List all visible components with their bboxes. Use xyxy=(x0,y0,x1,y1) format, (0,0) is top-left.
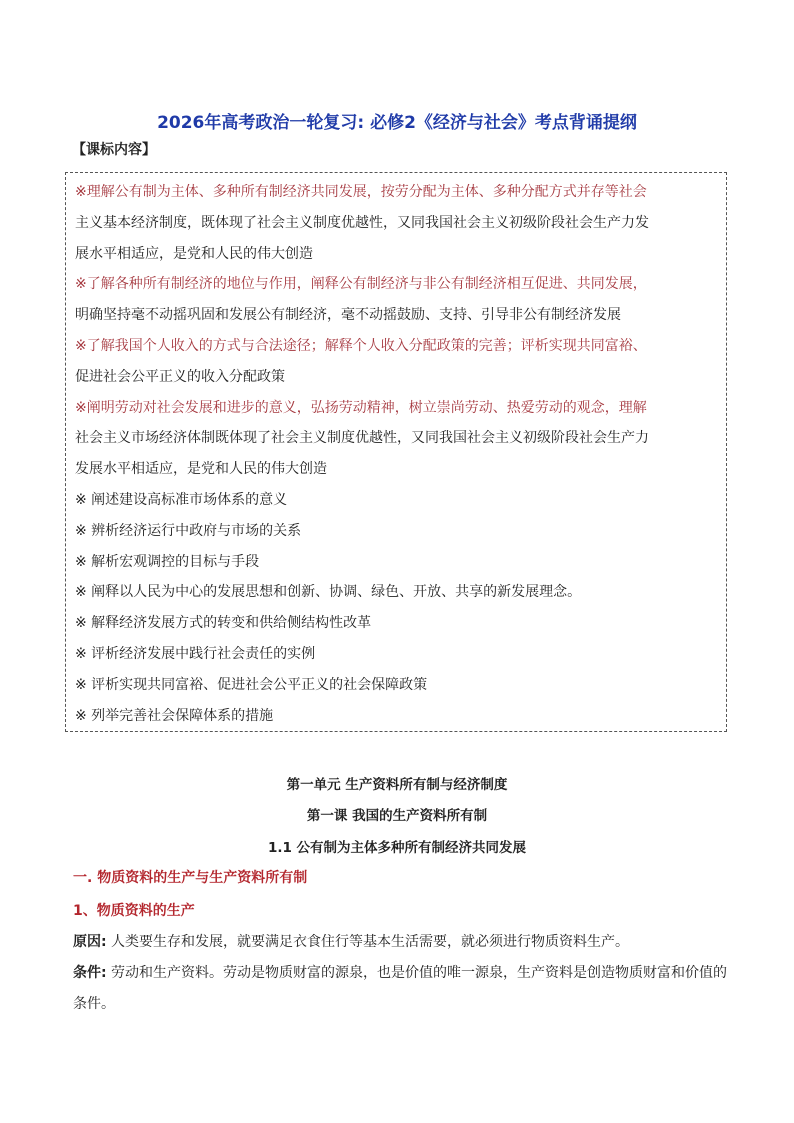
curriculum-line: ※ 阐释以人民为中心的发展思想和创新、协调、绿色、开放、共享的新发展理念。 xyxy=(75,584,582,601)
heading-level-2: 1、物质资料的生产 xyxy=(73,903,195,919)
curriculum-line: ※ 解析宏观调控的目标与手段 xyxy=(75,553,260,570)
curriculum-line: 促进社会公平正义的收入分配政策 xyxy=(75,368,285,385)
unit-title: 第一单元 生产资料所有制与经济制度 xyxy=(286,777,508,793)
reason-paragraph xyxy=(73,927,733,958)
lesson-title: 第一课 我国的生产资料所有制 xyxy=(306,808,488,824)
curriculum-line: ※了解各种所有制经济的地位与作用，阐释公有制经济与非公有制经济相互促进、共同发展， xyxy=(75,276,647,293)
curriculum-line: ※ 评析经济发展中践行社会责任的实例 xyxy=(75,645,316,662)
reason-text: 人类要生存和发展，就要满足衣食住行等基本生活需要，就必须进行物质资料生产。 xyxy=(106,934,630,950)
curriculum-line: 发展水平相适应，是党和人民的伟大创造 xyxy=(75,461,327,478)
curriculum-line: ※理解公有制为主体、多种所有制经济共同发展，按劳分配为主体、多种分配方式并存等社会 xyxy=(75,184,647,200)
curriculum-line: 展水平相适应，是党和人民的伟大创造 xyxy=(75,245,313,262)
condition-label: 条件: xyxy=(73,965,107,981)
curriculum-box xyxy=(65,172,727,732)
condition-text: 劳动和生产资料。劳动是物质财富的源泉，也是价值的唯一源泉，生产资料是创造物质财富和价值的条件。 xyxy=(73,965,728,1012)
curriculum-line: ※阐明劳动对社会发展和进步的意义，弘扬劳动精神，树立崇尚劳动、热爱劳动的观念，理解 xyxy=(75,399,647,416)
curriculum-line: ※了解我国个人收入的方式与合法途径；解释个人收入分配政策的完善；评析实现共同富裕、 xyxy=(75,337,647,354)
heading-level-1: 一. 物质资料的生产与生产资料所有制 xyxy=(73,870,308,886)
condition-paragraph xyxy=(73,958,733,1020)
curriculum-line: 明确坚持毫不动摇巩固和发展公有制经济，毫不动摇鼓励、支持、引导非公有制经济发展 xyxy=(75,307,621,324)
curriculum-line: ※ 列举完善社会保障体系的措施 xyxy=(75,707,274,724)
curriculum-label: 【课标内容】 xyxy=(72,142,156,158)
reason-label: 原因: xyxy=(73,934,107,950)
curriculum-line: ※ 评析实现共同富裕、促进社会公平正义的社会保障政策 xyxy=(75,676,428,693)
section-title: 1.1 公有制为主体多种所有制经济共同发展 xyxy=(267,840,527,856)
curriculum-line: ※ 阐述建设高标准市场体系的意义 xyxy=(75,491,288,508)
curriculum-line: 社会主义市场经济体制既体现了社会主义制度优越性，又同我国社会主义初级阶段社会生产力 xyxy=(75,430,649,447)
curriculum-line: ※ 解释经济发展方式的转变和供给侧结构性改革 xyxy=(75,615,372,632)
document-title: 2026年高考政治一轮复习: 必修2《经济与社会》考点背诵提纲 xyxy=(157,113,637,133)
curriculum-line: ※ 辨析经济运行中政府与市场的关系 xyxy=(75,522,302,539)
curriculum-line: 主义基本经济制度，既体现了社会主义制度优越性，又同我国社会主义初级阶段社会生产力发 xyxy=(75,214,649,231)
